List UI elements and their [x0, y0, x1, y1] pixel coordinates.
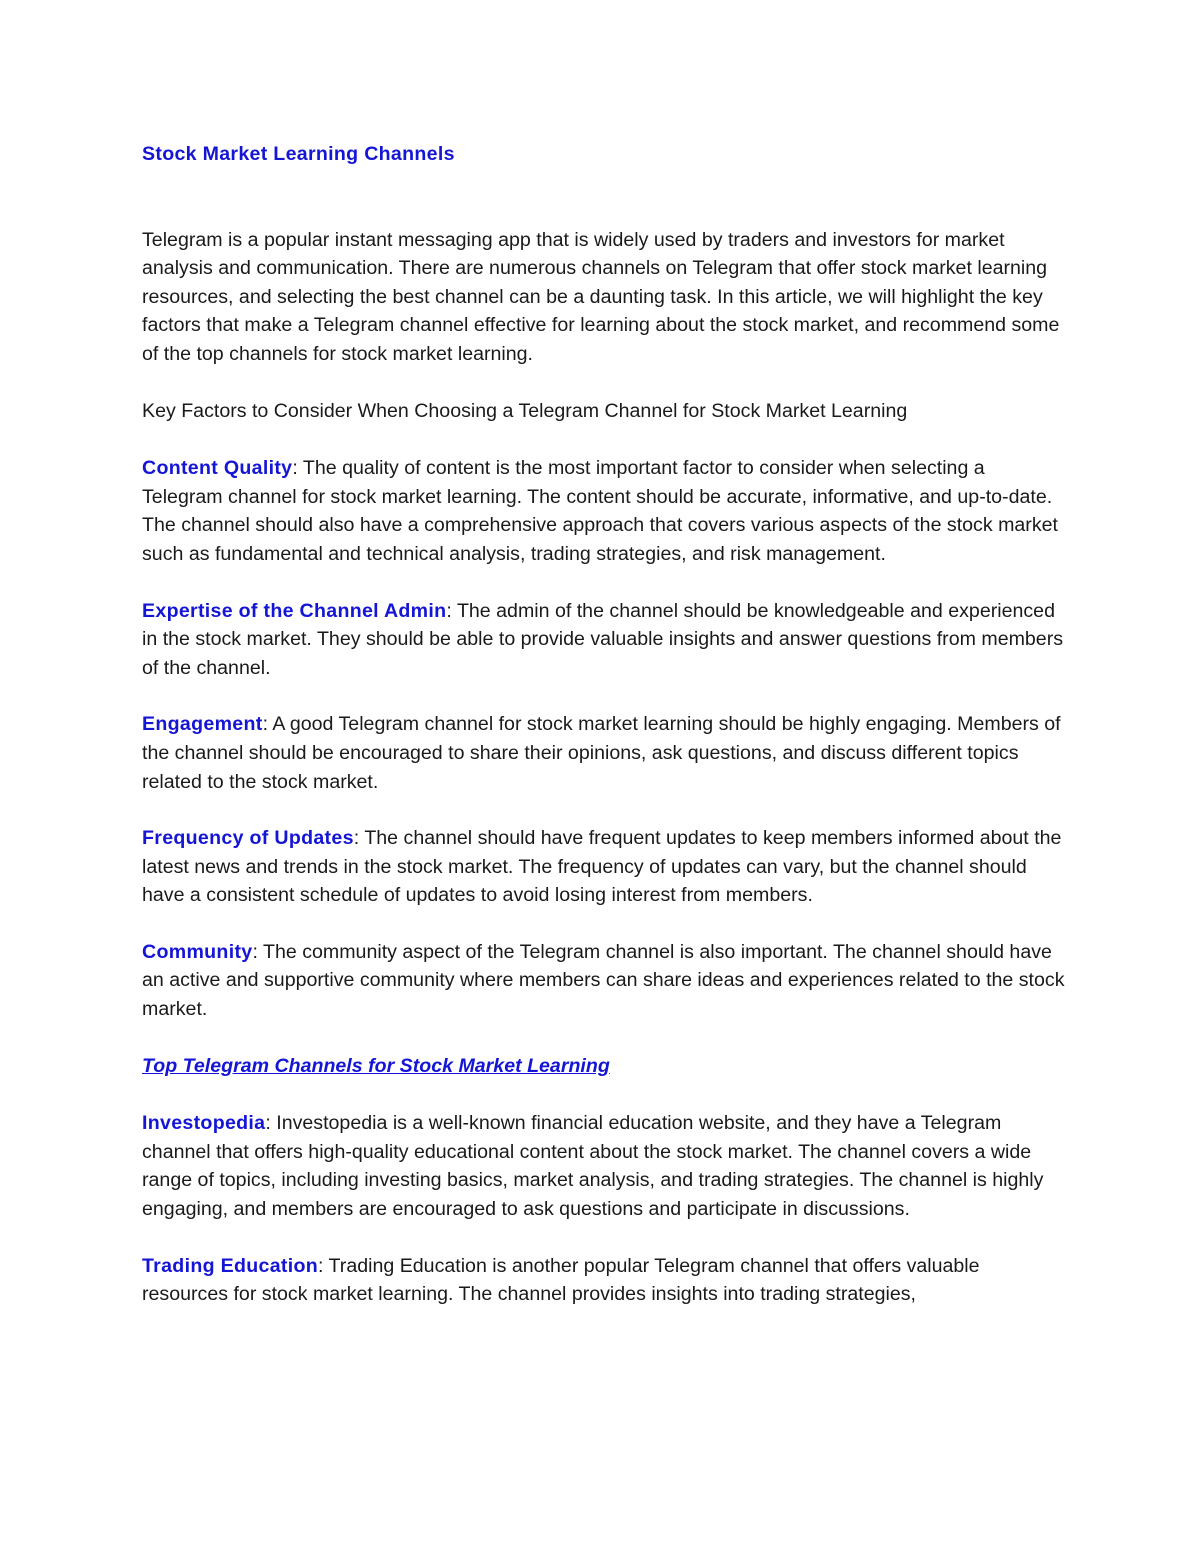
- channel-text: : Trading Education is another popular Telegram channel that offers valuable resources for stock market learning. The channel provides insights into trading strategies,: [142, 1254, 980, 1306]
- factor-content-quality: [142, 454, 1070, 568]
- factor-expertise: [142, 597, 1070, 683]
- channel-investopedia: [142, 1109, 1070, 1223]
- document-title: Stock Market Learning Channels: [142, 143, 455, 165]
- factor-term: Engagement: [142, 713, 263, 736]
- factor-text: : A good Telegram channel for stock market learning should be highly engaging. Members of the channel should be encouraged to share their opinions, ask questions, and discuss different topics related to the stock market.: [142, 713, 1061, 793]
- channel-term: Trading Education: [142, 1254, 319, 1277]
- factor-term: Frequency of Updates: [142, 827, 354, 850]
- factor-text: : The channel should have frequent updates to keep members informed about the latest news and trends in the stock market. The frequency of updates can vary, but the channel should have a consistent schedule of updates to avoid losing interest from members.: [142, 827, 1062, 907]
- factor-text: : The quality of content is the most important factor to consider when selecting a Telegram channel for stock market learning. The content should be accurate, informative, and up-to-date. The channel should also have a comprehensive approach that covers various aspects of the stock market such as fundamental and technical analysis, trading strategies, and risk management.: [142, 457, 1058, 565]
- channels-heading-wrap: [142, 1052, 1070, 1081]
- factor-text: : The community aspect of the Telegram channel is also important. The channel should have an active and supportive community where members can share ideas and experiences related to the stock market.: [142, 940, 1065, 1021]
- factor-text: : The admin of the channel should be knowledgeable and experienced in the stock market. They should be able to provide valuable insights and answer questions from members of the channel.: [142, 599, 1064, 679]
- factors-heading: Key Factors to Consider When Choosing a Telegram Channel for Stock Market Learning: [142, 399, 908, 422]
- channel-trading-education: [142, 1252, 1070, 1309]
- channel-text: : Investopedia is a well-known financial education website, and they have a Telegram channel that offers high-quality educational content about the stock market. The channel covers a wide range of topics, including investing basics, market analysis, and trading strategies. The channel is highly engaging, and members are encouraged to ask questions and participate in discussions.: [142, 1112, 1044, 1221]
- factor-community: [142, 938, 1070, 1024]
- factor-frequency: [142, 824, 1070, 910]
- factor-term: Expertise of the Channel Admin: [142, 599, 447, 622]
- channel-term: Investopedia: [142, 1112, 266, 1135]
- factor-term: Community: [142, 940, 253, 963]
- factor-term: Content Quality: [142, 457, 293, 480]
- intro-paragraph: Telegram is a popular instant messaging app that is widely used by traders and investors for market analysis and communication. There are numerous channels on Telegram that offer stock market learning resources, and selecting the best channel can be a daunting task. In this article, we will highlight the key factors that make a Telegram channel effective for learning about the stock market, and recommend some of the top channels for stock market learning.: [142, 228, 1060, 365]
- channels-heading-link[interactable]: Top Telegram Channels for Stock Market Learning: [142, 1054, 610, 1077]
- factor-engagement: [142, 710, 1070, 796]
